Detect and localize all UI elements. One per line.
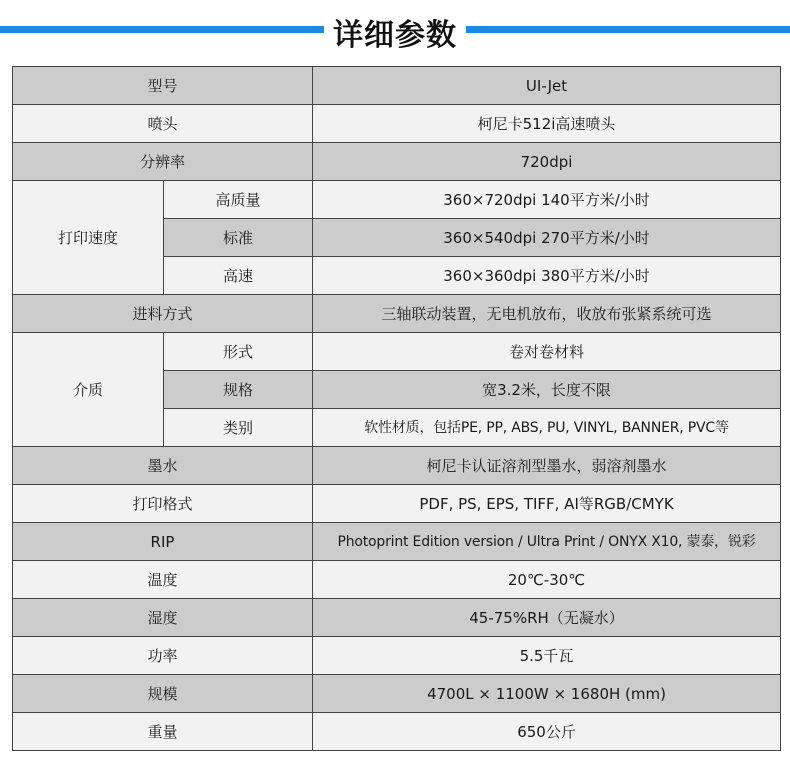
row-label-head: 喷头 <box>13 105 313 143</box>
table-row <box>13 485 781 523</box>
row-value-format: PDF, PS, EPS, TIFF, AI等RGB/CMYK <box>313 485 781 523</box>
row-label-ink: 墨水 <box>13 447 313 485</box>
row-value-temperature: 20℃-30℃ <box>313 561 781 599</box>
table-row <box>13 561 781 599</box>
row-value-speed-quality: 360×720dpi 140平方米/小时 <box>313 181 781 219</box>
row-value-resolution: 720dpi <box>313 143 781 181</box>
table-row <box>13 295 781 333</box>
row-sublabel-speed-fast: 高速 <box>164 257 313 295</box>
row-label-feeding: 进料方式 <box>13 295 313 333</box>
row-label-speed: 打印速度 <box>13 181 164 295</box>
table-row <box>13 675 781 713</box>
row-value-model: UI-Jet <box>313 67 781 105</box>
header-left-rule <box>0 26 324 33</box>
row-value-head: 柯尼卡512i高速喷头 <box>313 105 781 143</box>
row-label-media: 介质 <box>13 333 164 447</box>
table-row <box>13 713 781 751</box>
row-sublabel-media-type: 类别 <box>164 409 313 447</box>
header-right-rule <box>466 26 790 33</box>
table-row <box>13 105 781 143</box>
row-value-media-spec: 宽3.2米，长度不限 <box>313 371 781 409</box>
row-value-humidity: 45-75%RH（无凝水） <box>313 599 781 637</box>
row-sublabel-media-spec: 规格 <box>164 371 313 409</box>
row-value-rip: Photoprint Edition version / Ultra Print / ONYX X10, 蒙泰，锐彩 <box>313 523 781 561</box>
table-row <box>13 523 781 561</box>
row-label-rip: RIP <box>13 523 313 561</box>
row-value-speed-fast: 360×360dpi 380平方米/小时 <box>313 257 781 295</box>
table-row <box>13 333 781 371</box>
table-row <box>13 637 781 675</box>
table-row <box>13 447 781 485</box>
row-label-resolution: 分辨率 <box>13 143 313 181</box>
row-value-speed-standard: 360×540dpi 270平方米/小时 <box>313 219 781 257</box>
row-value-ink: 柯尼卡认证溶剂型墨水，弱溶剂墨水 <box>313 447 781 485</box>
row-label-humidity: 湿度 <box>13 599 313 637</box>
row-value-media-type: 软性材质，包括PE, PP, ABS, PU, VINYL, BANNER, PVC等 <box>313 409 781 447</box>
spec-table <box>12 66 781 751</box>
section-header <box>0 0 790 62</box>
row-value-weight: 650公斤 <box>313 713 781 751</box>
row-value-size: 4700L × 1100W × 1680H (mm) <box>313 675 781 713</box>
row-sublabel-speed-quality: 高质量 <box>164 181 313 219</box>
row-label-weight: 重量 <box>13 713 313 751</box>
row-value-power: 5.5千瓦 <box>313 637 781 675</box>
row-label-model: 型号 <box>13 67 313 105</box>
row-sublabel-media-form: 形式 <box>164 333 313 371</box>
table-row <box>13 599 781 637</box>
row-label-format: 打印格式 <box>13 485 313 523</box>
row-value-media-form: 卷对卷材料 <box>313 333 781 371</box>
row-sublabel-speed-standard: 标准 <box>164 219 313 257</box>
row-label-power: 功率 <box>13 637 313 675</box>
table-row <box>13 67 781 105</box>
table-row <box>13 181 781 219</box>
page-title: 详细参数 <box>333 18 457 53</box>
row-label-temperature: 温度 <box>13 561 313 599</box>
table-row <box>13 143 781 181</box>
row-value-feeding: 三轴联动装置，无电机放布，收放布张紧系统可选 <box>313 295 781 333</box>
row-label-size: 规模 <box>13 675 313 713</box>
